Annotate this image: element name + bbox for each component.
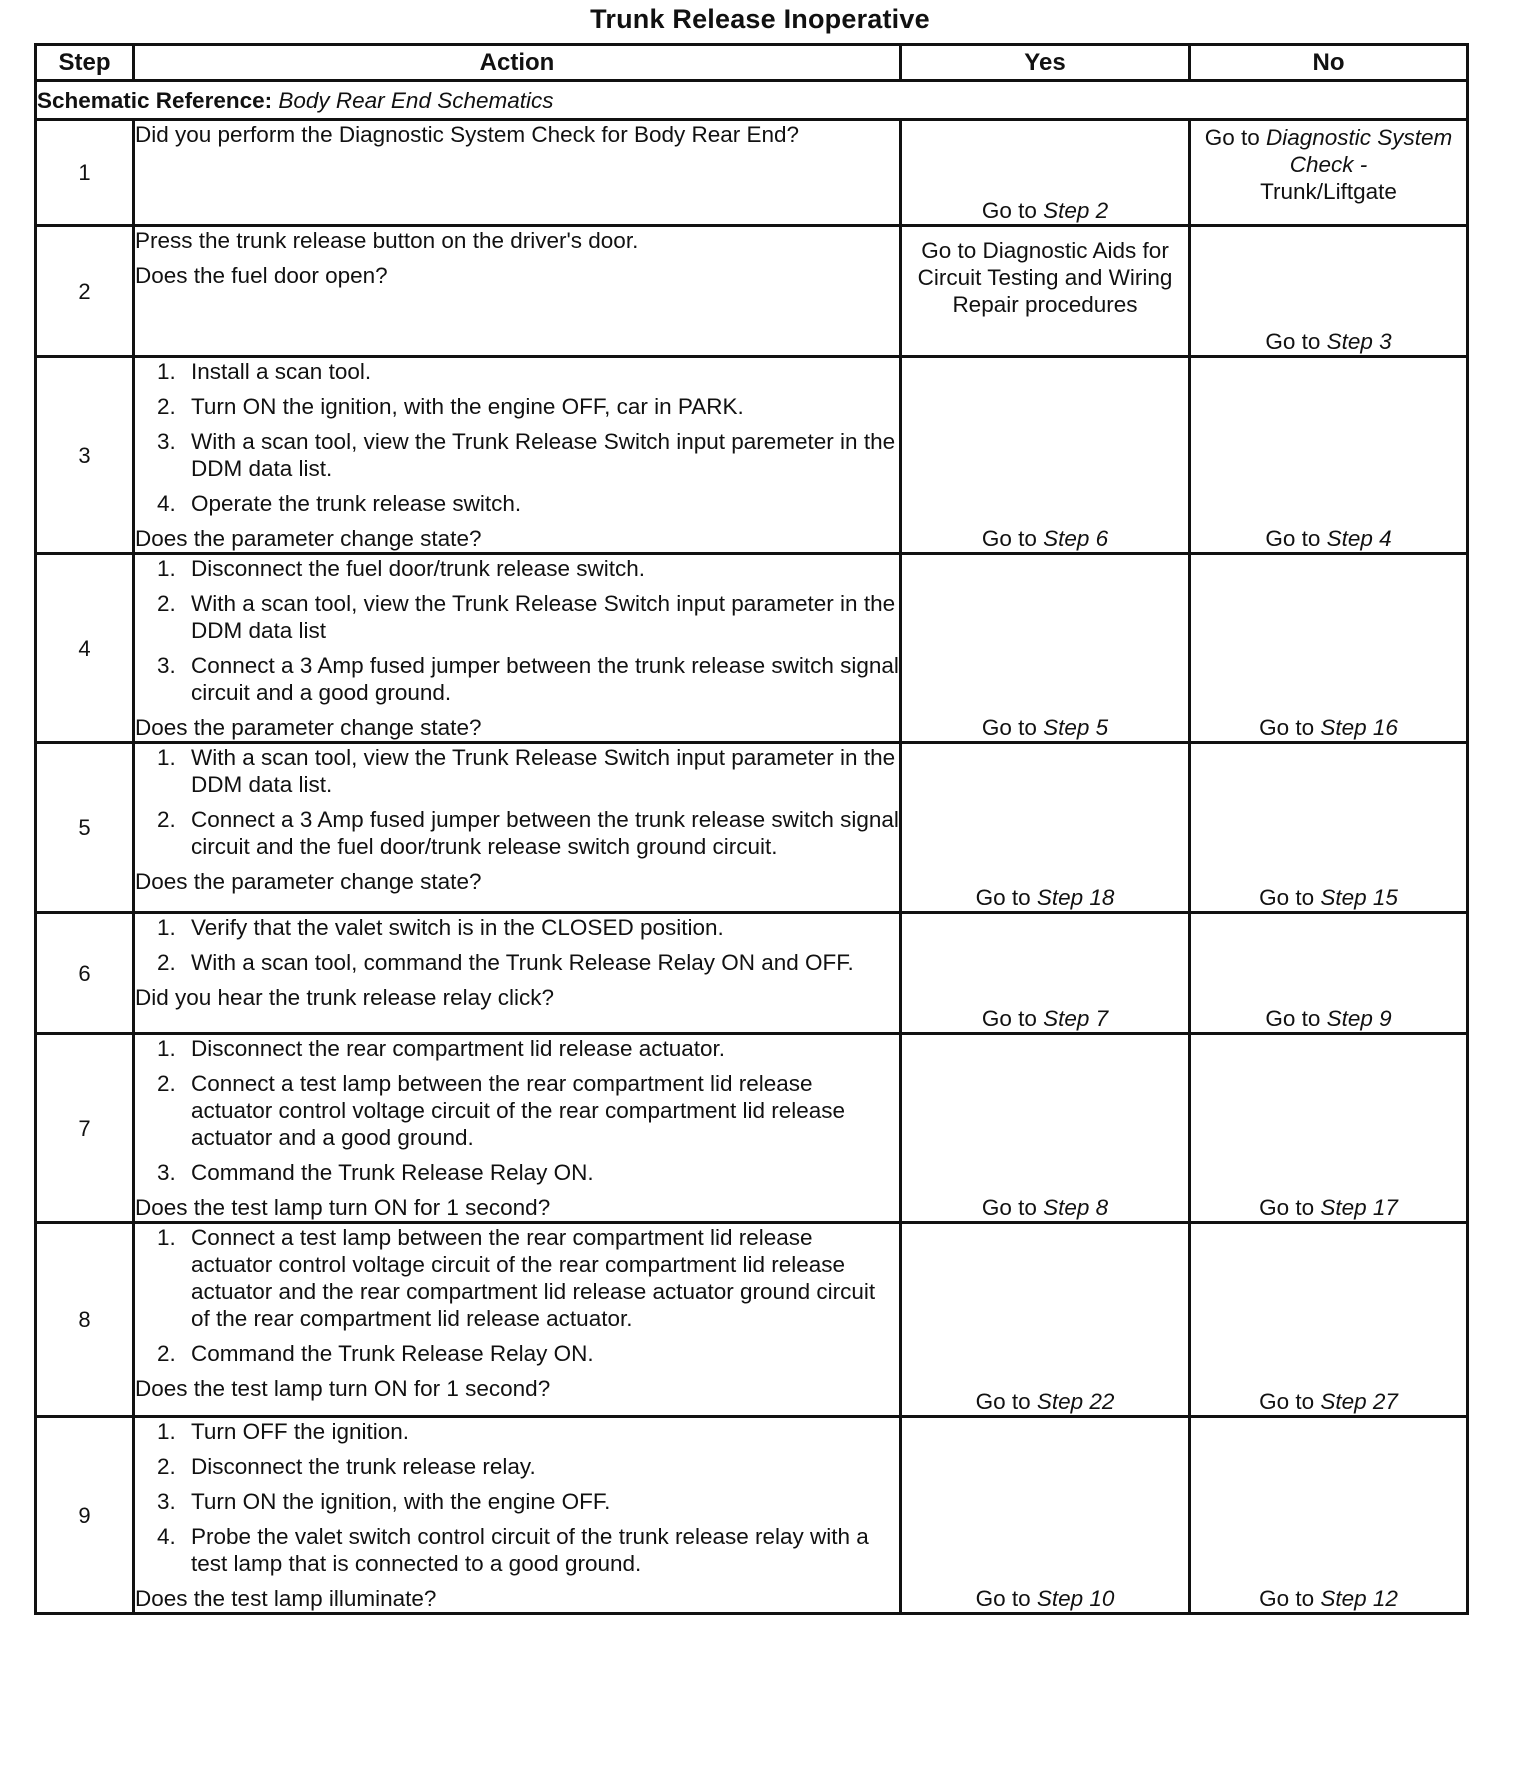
- substep-number: 2.: [157, 1071, 176, 1096]
- yes-result: [901, 913, 1190, 1034]
- step-reference: Step 10: [1036, 1586, 1115, 1611]
- substep-item: [135, 1418, 899, 1445]
- substep-text: Turn OFF the ignition.: [191, 1419, 410, 1444]
- action-cell: [134, 743, 901, 913]
- action-instruction: Press the trunk release button on the driver's door.: [135, 228, 639, 253]
- step-number: 9: [36, 1417, 134, 1614]
- no-result: [1190, 913, 1468, 1034]
- action-question: Does the test lamp illuminate?: [135, 1586, 437, 1611]
- substep-number: 3.: [157, 429, 176, 454]
- substep-item: [135, 490, 899, 517]
- no-result: [1190, 226, 1468, 357]
- action-cell: [134, 554, 901, 743]
- substep-text: Connect a test lamp between the rear compartment lid release actuator control voltage circuit of the rear compartment lid release actuator and a good ground.: [191, 1071, 846, 1150]
- substep-item: [135, 393, 899, 420]
- goto-label: Go to: [1265, 329, 1321, 354]
- goto-label: Go to: [981, 1006, 1037, 1031]
- goto-label: Go to: [1204, 125, 1260, 150]
- step-number: 4: [36, 554, 134, 743]
- no-result: [1190, 554, 1468, 743]
- substep-item: [135, 555, 899, 582]
- action-question: Does the parameter change state?: [135, 869, 482, 894]
- step-reference: Step 2: [1043, 198, 1109, 223]
- step-reference: Step 17: [1320, 1195, 1398, 1220]
- yes-result-text: Go to Diagnostic Aids for Circuit Testing and Wiring Repair procedures: [917, 238, 1173, 317]
- no-result: [1190, 1223, 1468, 1417]
- substep-text: Connect a test lamp between the rear compartment lid release actuator control voltage circuit of the rear compartment lid release actuator and the rear compartment lid release actuator ground circuit of the rear compartment lid release actuator.: [191, 1225, 876, 1331]
- substep-number: 3.: [157, 1489, 176, 1514]
- substep-number: 1.: [157, 915, 176, 940]
- substep-list: [135, 1224, 899, 1367]
- no-result: [1190, 1417, 1468, 1614]
- substep-text: Disconnect the rear compartment lid release actuator.: [191, 1036, 726, 1061]
- substep-number: 1.: [157, 1225, 176, 1250]
- no-result: [1190, 357, 1468, 554]
- yes-result: [901, 554, 1190, 743]
- reference-suffix: Trunk/Liftgate: [1260, 179, 1397, 204]
- goto-label: Go to: [1259, 715, 1315, 740]
- substep-item: [135, 744, 899, 798]
- substep-item: [135, 1035, 899, 1062]
- substep-text: Disconnect the fuel door/trunk release switch.: [191, 556, 645, 581]
- diagnostic-table: [34, 43, 1469, 1615]
- yes-result: [901, 1223, 1190, 1417]
- page-title: Trunk Release Inoperative: [590, 4, 930, 34]
- substep-list: [135, 1035, 899, 1186]
- step-number: 6: [36, 913, 134, 1034]
- action-question: Does the parameter change state?: [135, 715, 482, 740]
- substep-item: [135, 652, 899, 706]
- step-reference: Step 18: [1036, 885, 1115, 910]
- substep-number: 2.: [157, 1341, 176, 1366]
- substep-number: 2.: [157, 394, 176, 419]
- substep-number: 2.: [157, 591, 176, 616]
- substep-number: 1.: [157, 1419, 176, 1444]
- substep-item: [135, 1453, 899, 1480]
- substep-number: 2.: [157, 807, 176, 832]
- substep-number: 2.: [157, 1454, 176, 1479]
- substep-item: [135, 914, 899, 941]
- substep-text: With a scan tool, command the Trunk Release Relay ON and OFF.: [191, 950, 854, 975]
- step-number: 5: [36, 743, 134, 913]
- substep-text: Verify that the valet switch is in the CLOSED position.: [191, 915, 724, 940]
- goto-label: Go to: [981, 1195, 1037, 1220]
- step-row: [36, 743, 1468, 913]
- substep-list: [135, 358, 899, 517]
- action-question: Does the parameter change state?: [135, 526, 482, 551]
- yes-result: [901, 120, 1190, 226]
- substep-text: Probe the valet switch control circuit of the trunk release relay with a test lamp that is connected to a good ground.: [191, 1524, 869, 1576]
- step-number: 7: [36, 1034, 134, 1223]
- yes-result: [901, 357, 1190, 554]
- substep-text: Command the Trunk Release Relay ON.: [191, 1160, 594, 1185]
- substep-item: [135, 949, 899, 976]
- substep-number: 3.: [157, 653, 176, 678]
- substep-number: 4.: [157, 491, 176, 516]
- step-row: [36, 1223, 1468, 1417]
- step-row: [36, 554, 1468, 743]
- no-result: [1190, 120, 1468, 226]
- header-yes: Yes: [901, 45, 1190, 81]
- header-no: No: [1190, 45, 1468, 81]
- no-result: [1190, 743, 1468, 913]
- substep-item: [135, 1340, 899, 1367]
- step-row: [36, 226, 1468, 357]
- header-row: [36, 45, 1468, 81]
- step-reference: Diagnostic System Check -: [1265, 125, 1453, 177]
- substep-number: 1.: [157, 359, 176, 384]
- step-reference: Step 7: [1043, 1006, 1109, 1031]
- action-cell: [134, 226, 901, 357]
- goto-label: Go to: [1259, 1389, 1315, 1414]
- substep-list: [135, 914, 899, 976]
- substep-text: Install a scan tool.: [191, 359, 372, 384]
- schematic-reference-row: [36, 81, 1468, 120]
- step-row: [36, 913, 1468, 1034]
- action-cell: [134, 913, 901, 1034]
- substep-text: Disconnect the trunk release relay.: [191, 1454, 536, 1479]
- step-reference: Step 15: [1320, 885, 1398, 910]
- substep-text: Connect a 3 Amp fused jumper between the trunk release switch signal circuit and a good ground.: [191, 653, 899, 705]
- goto-label: Go to: [975, 1586, 1031, 1611]
- step-row: [36, 357, 1468, 554]
- goto-label: Go to: [1259, 1586, 1315, 1611]
- action-cell: [134, 1223, 901, 1417]
- substep-number: 1.: [157, 1036, 176, 1061]
- substep-item: [135, 1523, 899, 1577]
- header-step: Step: [36, 45, 134, 81]
- step-reference: Step 4: [1326, 526, 1392, 551]
- step-number: 1: [36, 120, 134, 226]
- substep-text: Operate the trunk release switch.: [191, 491, 522, 516]
- substep-item: [135, 428, 899, 482]
- step-number: 3: [36, 357, 134, 554]
- step-reference: Step 9: [1326, 1006, 1392, 1031]
- step-reference: Step 8: [1043, 1195, 1109, 1220]
- action-question: Does the test lamp turn ON for 1 second?: [135, 1195, 551, 1220]
- action-question: Did you perform the Diagnostic System Check for Body Rear End?: [135, 122, 800, 147]
- step-reference: Step 5: [1043, 715, 1109, 740]
- step-reference: Step 27: [1320, 1389, 1398, 1414]
- yes-result: [901, 1034, 1190, 1223]
- yes-result: [901, 1417, 1190, 1614]
- step-row: [36, 1034, 1468, 1223]
- goto-label: Go to: [1265, 526, 1321, 551]
- goto-label: Go to: [975, 885, 1031, 910]
- substep-number: 2.: [157, 950, 176, 975]
- step-row: [36, 1417, 1468, 1614]
- action-question: Did you hear the trunk release relay click?: [135, 985, 554, 1010]
- substep-text: With a scan tool, view the Trunk Release Switch input paremeter in the DDM data list.: [191, 429, 896, 481]
- goto-label: Go to: [981, 715, 1037, 740]
- substep-item: [135, 358, 899, 385]
- schematic-reference: [36, 81, 1468, 120]
- action-question: Does the test lamp turn ON for 1 second?: [135, 1376, 551, 1401]
- substep-text: With a scan tool, view the Trunk Release Switch input parameter in the DDM data list.: [191, 745, 896, 797]
- action-cell: [134, 1417, 901, 1614]
- substep-text: Turn ON the ignition, with the engine OFF, car in PARK.: [191, 394, 744, 419]
- step-reference: Step 12: [1320, 1586, 1398, 1611]
- step-number: 8: [36, 1223, 134, 1417]
- yes-result: [901, 743, 1190, 913]
- substep-list: [135, 555, 899, 706]
- substep-text: With a scan tool, view the Trunk Release Switch input parameter in the DDM data list: [191, 591, 896, 643]
- action-cell: [134, 357, 901, 554]
- substep-text: Turn ON the ignition, with the engine OFF.: [191, 1489, 611, 1514]
- substep-item: [135, 1224, 899, 1332]
- no-result: [1190, 1034, 1468, 1223]
- goto-label: Go to: [1259, 1195, 1315, 1220]
- substep-item: [135, 806, 899, 860]
- goto-label: Go to: [1259, 885, 1315, 910]
- step-reference: Step 6: [1043, 526, 1109, 551]
- action-question: Does the fuel door open?: [135, 263, 388, 288]
- substep-item: [135, 1070, 899, 1151]
- action-cell: [134, 120, 901, 226]
- goto-label: Go to: [981, 526, 1037, 551]
- substep-item: [135, 590, 899, 644]
- substep-number: 3.: [157, 1160, 176, 1185]
- substep-item: [135, 1488, 899, 1515]
- goto-label: Go to: [1265, 1006, 1321, 1031]
- step-number: 2: [36, 226, 134, 357]
- header-action: Action: [134, 45, 901, 81]
- step-reference: Step 16: [1320, 715, 1398, 740]
- substep-text: Command the Trunk Release Relay ON.: [191, 1341, 594, 1366]
- goto-label: Go to: [981, 198, 1037, 223]
- schematic-label: Schematic Reference:: [37, 87, 273, 113]
- yes-result: [901, 226, 1190, 357]
- schematic-link: Body Rear End Schematics: [278, 87, 554, 113]
- step-row: [36, 120, 1468, 226]
- substep-number: 4.: [157, 1524, 176, 1549]
- substep-number: 1.: [157, 556, 176, 581]
- substep-number: 1.: [157, 745, 176, 770]
- substep-list: [135, 744, 899, 860]
- step-reference: Step 22: [1036, 1389, 1115, 1414]
- step-reference: Step 3: [1326, 329, 1392, 354]
- substep-list: [135, 1418, 899, 1577]
- action-cell: [134, 1034, 901, 1223]
- substep-item: [135, 1159, 899, 1186]
- goto-label: Go to: [975, 1389, 1031, 1414]
- substep-text: Connect a 3 Amp fused jumper between the trunk release switch signal circuit and the fuel door/trunk release switch ground circuit.: [191, 807, 899, 859]
